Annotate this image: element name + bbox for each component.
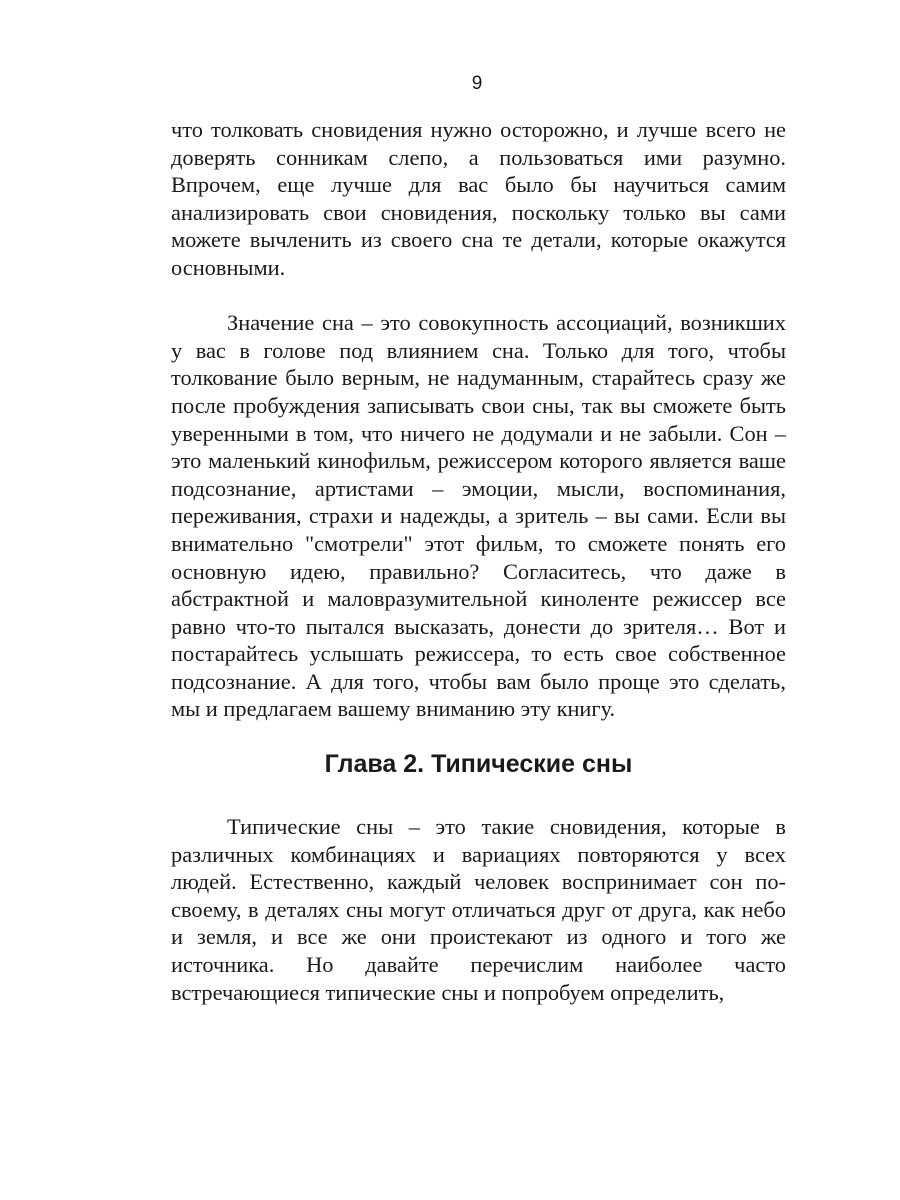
paragraph-3: Типические сны – это такие сновидения, которые в различных комбинациях и вариациях повторяются у всех людей. Естественно, каждый человек воспринимает сон по-своему, в деталях сны могут отличаться друг от друга, как небо и земля, и все же они проистекают из одного и того же источника. Но давайте перечислим наиболее часто встречающиеся типические сны и попробуем определить,: [171, 814, 786, 1005]
page-content: [171, 116, 786, 1006]
paragraph-2: Значение сна – это совокупность ассоциаций, возникших у вас в голове под влиянием сна. Только для того, чтобы толкование было верным, не надуманным, старайтесь сразу же после пробуждения записывать свои сны, так вы сможете быть уверенными в том, что ничего не додумали и не забыли. Сон – это маленький кинофильм, режиссером которого является ваше подсознание, артистами – эмоции, мысли, воспоминания, переживания, страхи и надежды, а зритель – вы сами. Если вы внимательно "смотрели" этот фильм, то сможете понять его основную идею, правильно? Согласитесь, что даже в абстрактной и маловразумительной киноленте режиссер все равно что-то пытался высказать, донести до зрителя… Вот и постарайтесь услышать режиссера, то есть свое собственное подсознание. А для того, чтобы вам было проще это сделать, мы и предлагаем вашему вниманию эту книгу.: [171, 310, 786, 722]
page-number: 9: [471, 73, 483, 94]
chapter-title: Глава 2. Типические сны: [324, 750, 633, 779]
paragraph-1: что толковать сновидения нужно осторожно, и лучше всего не доверять сонникам слепо, а пользоваться ими разумно. Впрочем, еще лучше для вас было бы научиться самим анализировать свои сновидения, поскольку только вы сами можете вычленить из своего сна те детали, которые окажутся основными.: [171, 117, 786, 280]
